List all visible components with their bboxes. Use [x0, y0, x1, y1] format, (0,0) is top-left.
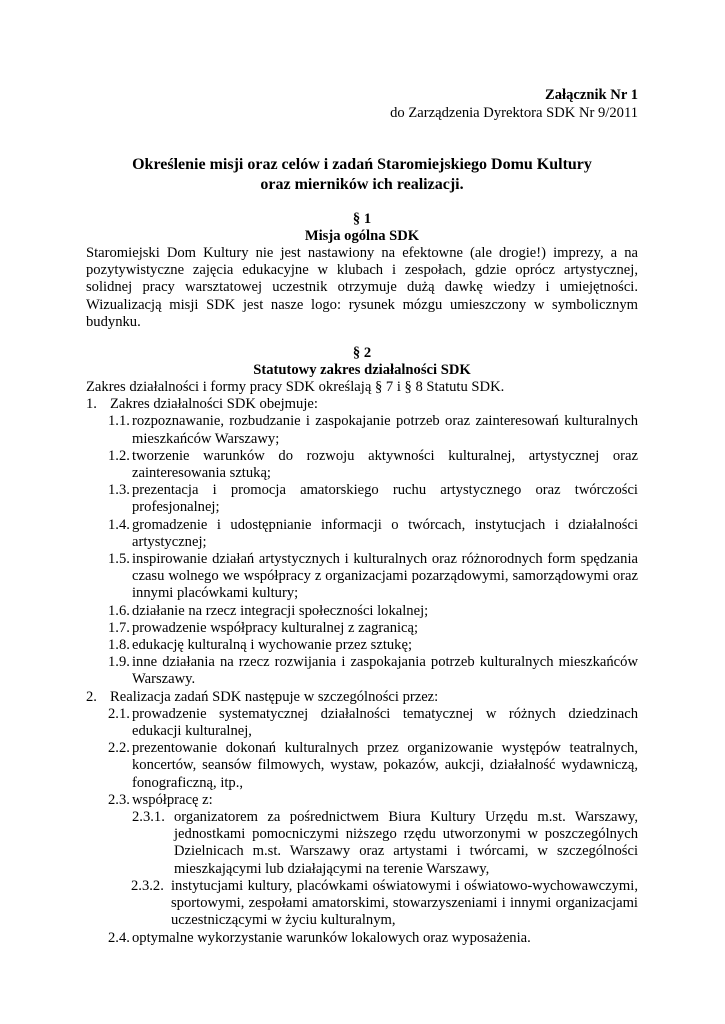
list-text: Realizacja zadań SDK następuje w szczególności przez: [110, 688, 439, 705]
list-text: rozpoznawanie, rozbudzanie i zaspokajanie potrzeb oraz zainteresowań kulturalnych mieszkańców Warszawy; [132, 413, 638, 447]
list-item-2-2 [86, 740, 638, 792]
list-number: 2.3.2. [131, 877, 164, 894]
list-item-2-3-2 [86, 878, 638, 930]
list-text: prowadzenie współpracy kulturalnej z zagranicą; [132, 619, 419, 636]
list-item-1-9 [86, 654, 638, 688]
list-item-1-2 [86, 448, 638, 482]
list-item-1-6 [86, 603, 638, 620]
list-number: 1.7. [108, 619, 130, 636]
list-number: 1.4. [108, 516, 130, 533]
list-text: prezentowanie dokonań kulturalnych przez organizowanie występów teatralnych, koncertów, seansów filmowych, wystaw, pokazów, aukcji, działalność wydawniczą, fonograficzną, itp., [132, 740, 638, 791]
section-1-paragraph: Staromiejski Dom Kultury nie jest nastawiony na efektowne (ale drogie!) imprezy, a na pozytywistyczne zajęcia edukacyjne w klubach i zespołach, gdzie oprócz artystycznej, solidnej pracy warsztatowej uczestnik otrzymuje dużą dawkę wiedzy i umiejętności. Wizualizacją misji SDK jest nasze logo: rysunek mózgu umieszczony w symbolicznym budynku. [86, 245, 638, 330]
section-1-heading: Misja ogólna SDK [304, 228, 420, 244]
list-number: 1.9. [108, 654, 130, 671]
document-title-line-1: Określenie misji oraz celów i zadań Staromiejskiego Domu Kultury [132, 156, 592, 173]
list-text: współpracę z: [132, 791, 213, 808]
list-text: inne działania na rzecz rozwijania i zaspokajania potrzeb kulturalnych mieszkańców Warszawy. [132, 654, 638, 688]
list-number: 2.1. [108, 705, 130, 722]
document-title-line-2: oraz mierników ich realizacji. [260, 176, 464, 193]
list-item-1-7 [86, 620, 638, 637]
list-number: 1.3. [108, 482, 130, 499]
list-text: Zakres działalności SDK obejmuje: [110, 396, 318, 413]
section-1-symbol: § 1 [352, 211, 372, 227]
list-text: optymalne wykorzystanie warunków lokalowych oraz wyposażenia. [132, 929, 531, 946]
list-number: 1.5. [108, 551, 130, 568]
annex-title: Załącznik Nr 1 [545, 87, 638, 103]
list-text: tworzenie warunków do rozwoju aktywności kulturalnej, artystycznej oraz zainteresowania sztuką; [132, 447, 638, 482]
section-2-symbol: § 2 [352, 345, 372, 361]
list-number: 1. [86, 396, 97, 413]
list-text: organizatorem za pośrednictwem Biura Kultury Urzędu m.st. Warszawy, jednostkami pomocniczymi niższego rzędu utworzonymi w poszczególnych Dzielnicach m.st. Warszawy oraz artystami i twórcami, w szczególności mieszkającymi lub działającymi na terenie Warszawy, [174, 809, 638, 877]
list-item-1-4 [86, 517, 638, 551]
section-1 [86, 211, 638, 331]
list-number: 1.2. [108, 447, 130, 464]
list-text: gromadzenie i udostępnianie informacji o twórcach, instytucjach i działalności artystycznej; [132, 516, 638, 550]
list-item-1-5 [86, 551, 638, 603]
list-item-2-3 [86, 792, 638, 809]
list-item-2-3-1 [86, 809, 638, 878]
list-number: 1.6. [108, 602, 130, 619]
list-number: 1.8. [108, 637, 130, 654]
list-number: 1.1. [108, 413, 130, 430]
list-number: 2.2. [108, 740, 130, 757]
section-2 [86, 345, 638, 947]
list-text: prowadzenie systematycznej działalności tematycznej w różnych dziedzinach edukacji kulturalnej, [132, 705, 638, 740]
list-text: instytucjami kultury, placówkami oświatowymi i oświatowo-wychowawczymi, sportowymi, zespołami amatorskimi, stowarzyszeniami i innymi organizacjami uczestniczącymi w życiu kulturalnym, [171, 877, 638, 929]
list-text: prezentacja i promocja amatorskiego ruchu artystycznego oraz twórczości profesjonalnej; [132, 482, 638, 516]
list-text: działanie na rzecz integracji społeczności lokalnej; [132, 602, 429, 619]
section-2-intro: Zakres działalności i formy pracy SDK określają § 7 i § 8 Statutu SDK. [86, 379, 505, 395]
list-number: 2.3.1. [132, 809, 165, 826]
list-item-2 [86, 689, 638, 706]
annex-subtitle: do Zarządzenia Dyrektora SDK Nr 9/2011 [390, 105, 638, 121]
list-number: 2.3. [108, 791, 130, 808]
document-title [86, 155, 638, 195]
list-text: edukację kulturalną i wychowanie przez sztukę; [132, 637, 412, 654]
list-number: 2. [86, 688, 97, 705]
list-text: inspirowanie działań artystycznych i kulturalnych oraz różnorodnych form spędzania czasu wolnego we współpracy z organizacjami pozarządowymi, samorządowymi oraz innymi placówkami kultury; [132, 551, 638, 602]
annex-header [390, 86, 638, 122]
list-item-1-1 [86, 413, 638, 447]
list-item-1 [86, 396, 638, 413]
list-item-1-8 [86, 637, 638, 654]
list-item-1-3 [86, 482, 638, 516]
list-number: 2.4. [108, 929, 130, 946]
list-item-2-1 [86, 706, 638, 740]
list-item-2-4 [86, 930, 638, 947]
section-2-heading: Statutowy zakres działalności SDK [253, 362, 471, 378]
